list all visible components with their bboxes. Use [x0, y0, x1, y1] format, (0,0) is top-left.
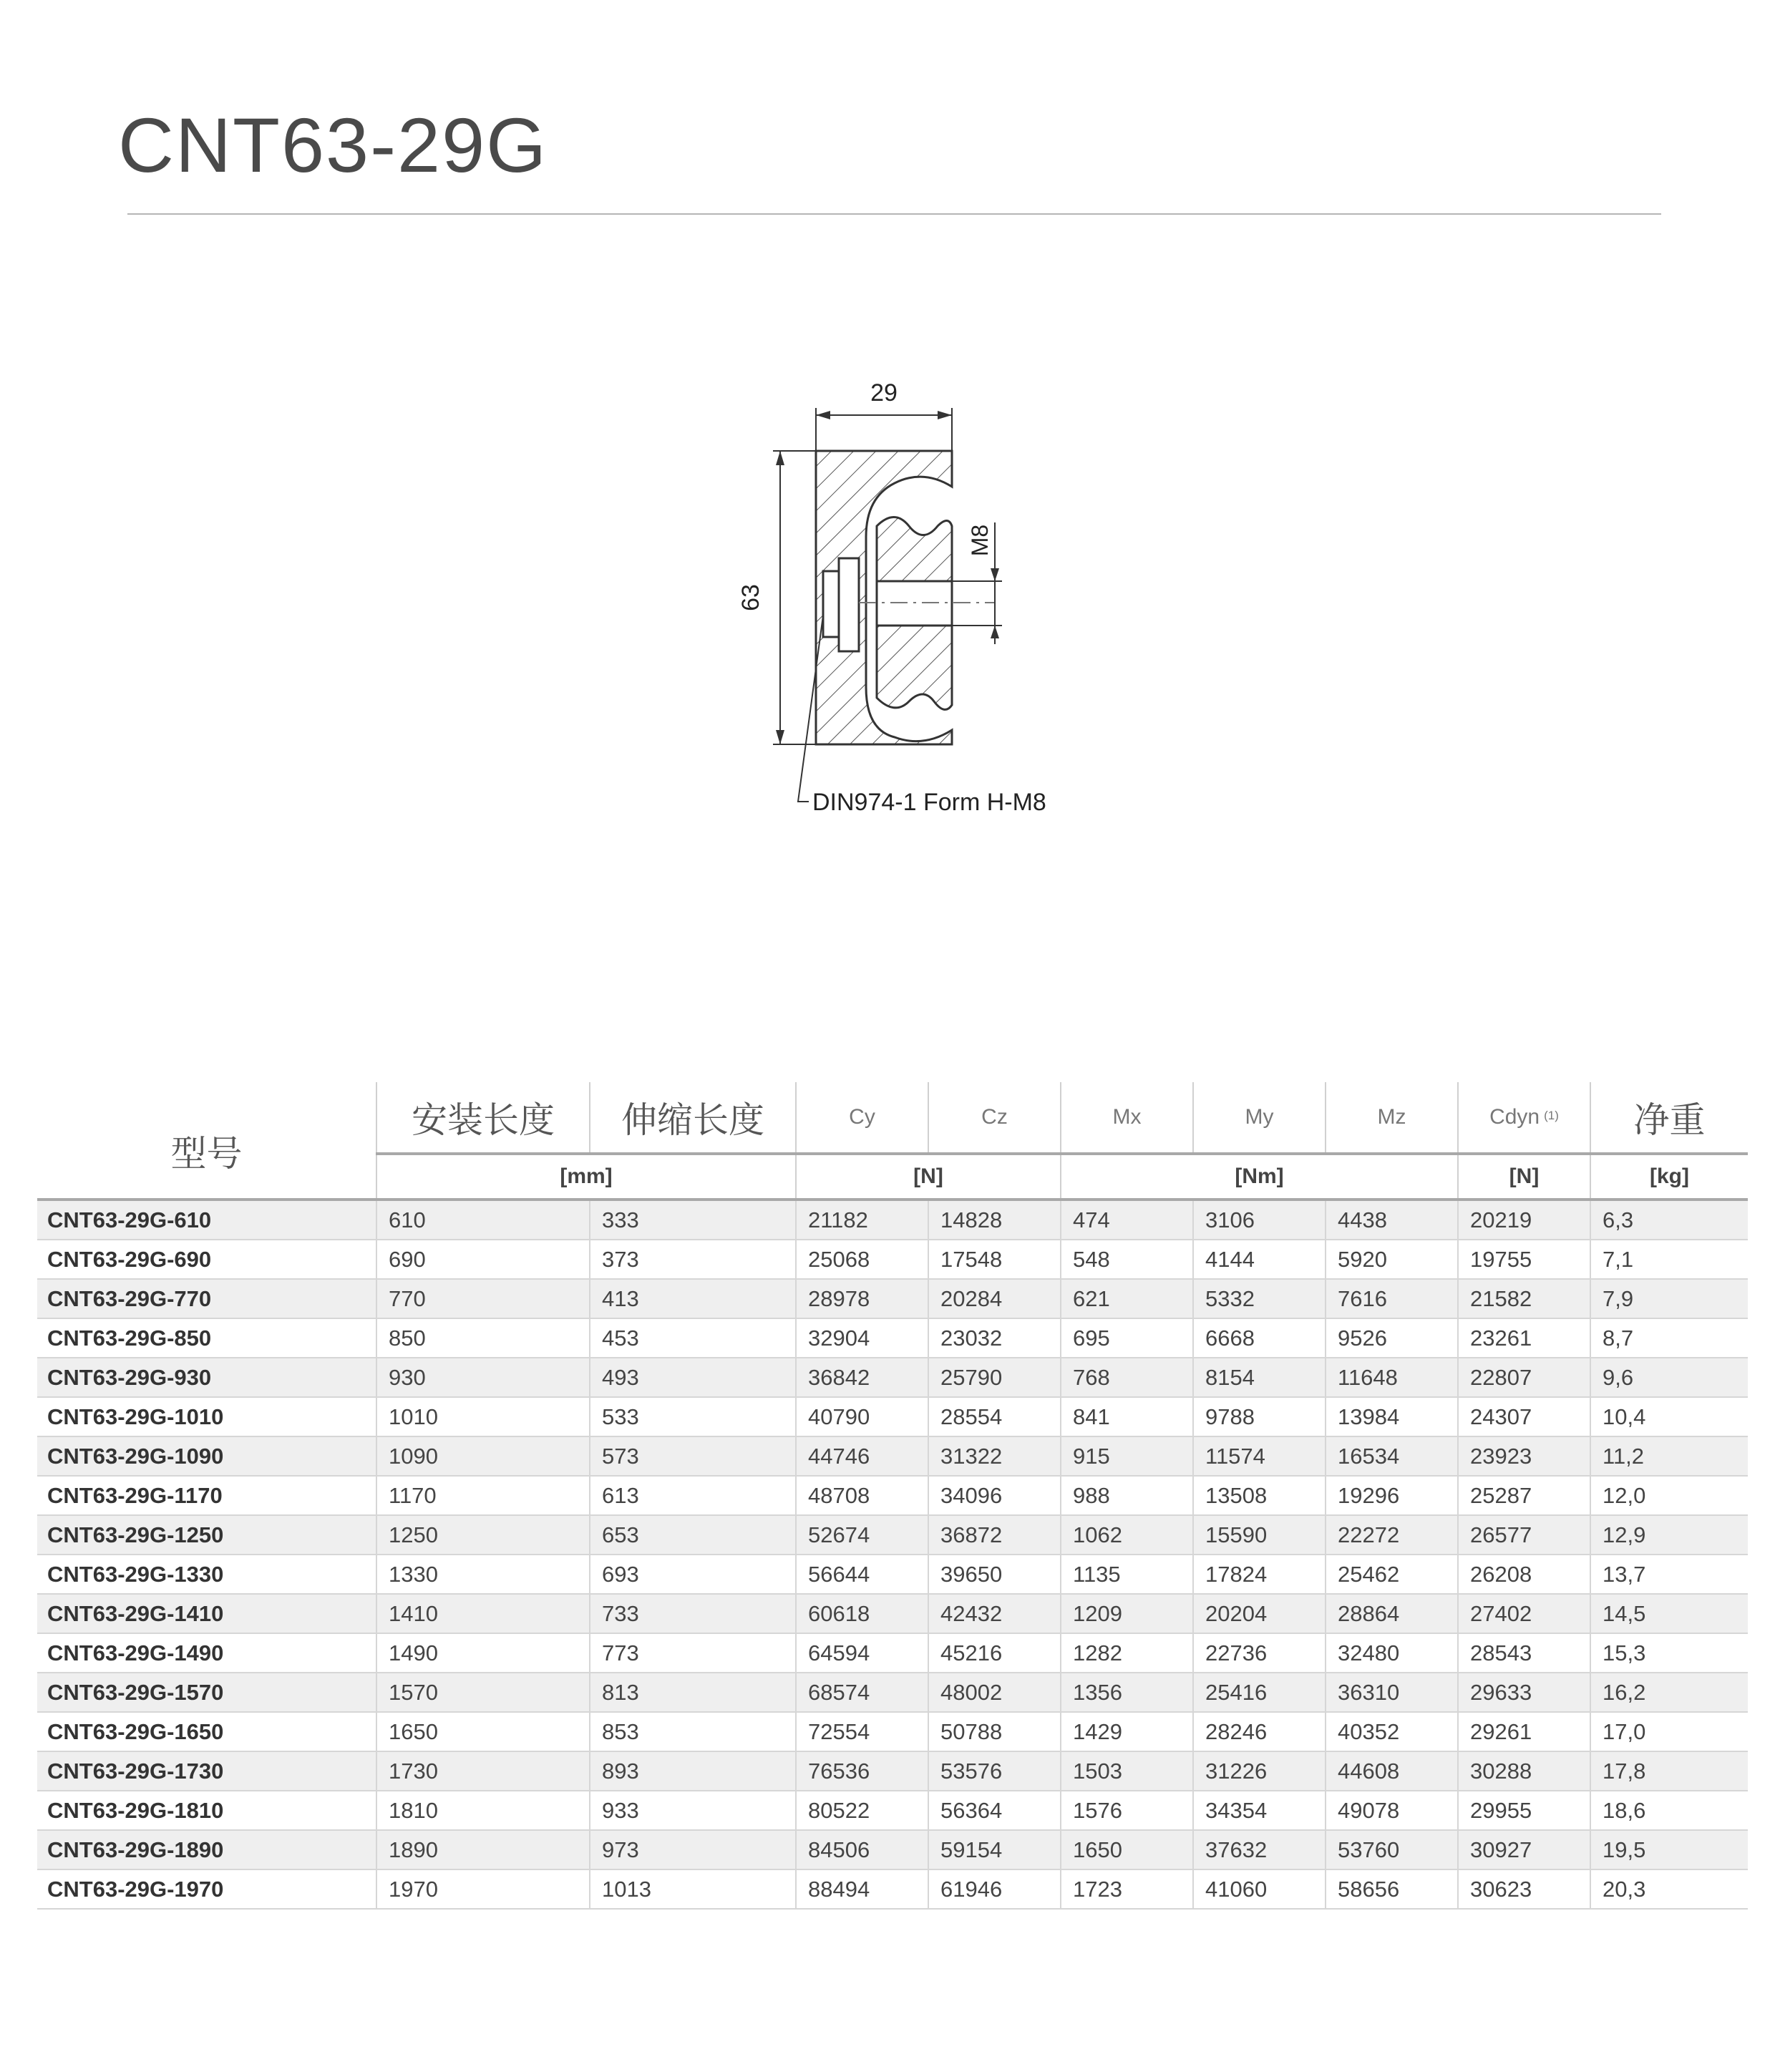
model-cell: CNT63-29G-930 — [37, 1358, 376, 1397]
value-cell: 1503 — [1061, 1751, 1193, 1791]
value-cell: 9788 — [1193, 1397, 1326, 1436]
value-cell: 813 — [590, 1673, 796, 1712]
value-cell: 53760 — [1326, 1830, 1458, 1869]
value-cell: 3106 — [1193, 1200, 1326, 1240]
value-cell: 49078 — [1326, 1791, 1458, 1830]
value-cell: 11,2 — [1590, 1436, 1748, 1476]
value-cell: 9526 — [1326, 1318, 1458, 1358]
value-cell: 1410 — [376, 1594, 590, 1633]
model-cell: CNT63-29G-1090 — [37, 1436, 376, 1476]
col-mx: Mx — [1061, 1082, 1193, 1154]
value-cell: 413 — [590, 1279, 796, 1318]
model-cell: CNT63-29G-770 — [37, 1279, 376, 1318]
value-cell: 32480 — [1326, 1633, 1458, 1673]
value-cell: 56364 — [928, 1791, 1061, 1830]
value-cell: 14828 — [928, 1200, 1061, 1240]
value-cell: 9,6 — [1590, 1358, 1748, 1397]
value-cell: 80522 — [796, 1791, 928, 1830]
thread-dimension — [952, 522, 1002, 644]
table-row — [37, 1555, 1748, 1594]
value-cell: 1576 — [1061, 1791, 1193, 1830]
value-cell: 60618 — [796, 1594, 928, 1633]
value-cell: 1013 — [590, 1869, 796, 1909]
value-cell: 1209 — [1061, 1594, 1193, 1633]
value-cell: 7616 — [1326, 1279, 1458, 1318]
value-cell: 40790 — [796, 1397, 928, 1436]
value-cell: 1010 — [376, 1397, 590, 1436]
value-cell: 621 — [1061, 1279, 1193, 1318]
value-cell: 13984 — [1326, 1397, 1458, 1436]
value-cell: 32904 — [796, 1318, 928, 1358]
table-row — [37, 1476, 1748, 1515]
value-cell: 36872 — [928, 1515, 1061, 1555]
value-cell: 4438 — [1326, 1200, 1458, 1240]
value-cell: 373 — [590, 1240, 796, 1279]
value-cell: 474 — [1061, 1200, 1193, 1240]
table-row — [37, 1751, 1748, 1791]
value-cell: 28554 — [928, 1397, 1061, 1436]
table-row — [37, 1594, 1748, 1633]
value-cell: 25068 — [796, 1240, 928, 1279]
table-row — [37, 1436, 1748, 1476]
value-cell: 16534 — [1326, 1436, 1458, 1476]
value-cell: 11648 — [1326, 1358, 1458, 1397]
value-cell: 930 — [376, 1358, 590, 1397]
value-cell: 18,6 — [1590, 1791, 1748, 1830]
value-cell: 1090 — [376, 1436, 590, 1476]
value-cell: 25416 — [1193, 1673, 1326, 1712]
value-cell: 28978 — [796, 1279, 928, 1318]
value-cell: 841 — [1061, 1397, 1193, 1436]
value-cell: 34354 — [1193, 1791, 1326, 1830]
value-cell: 22807 — [1458, 1358, 1590, 1397]
value-cell: 770 — [376, 1279, 590, 1318]
model-header: 型号 — [170, 1133, 243, 1174]
model-cell: CNT63-29G-1010 — [37, 1397, 376, 1436]
value-cell: 1170 — [376, 1476, 590, 1515]
table-row — [37, 1318, 1748, 1358]
value-cell: 20284 — [928, 1279, 1061, 1318]
title-divider — [127, 213, 1661, 215]
value-cell: 1282 — [1061, 1633, 1193, 1673]
value-cell: 40352 — [1326, 1712, 1458, 1751]
value-cell: 11574 — [1193, 1436, 1326, 1476]
value-cell: 1135 — [1061, 1555, 1193, 1594]
value-cell: 28543 — [1458, 1633, 1590, 1673]
value-cell: 1970 — [376, 1869, 590, 1909]
table-row — [37, 1633, 1748, 1673]
thread-label: M8 — [967, 524, 993, 557]
model-cell: CNT63-29G-1810 — [37, 1791, 376, 1830]
value-cell: 41060 — [1193, 1869, 1326, 1909]
value-cell: 25790 — [928, 1358, 1061, 1397]
value-cell: 853 — [590, 1712, 796, 1751]
value-cell: 31322 — [928, 1436, 1061, 1476]
value-cell: 14,5 — [1590, 1594, 1748, 1633]
value-cell: 1810 — [376, 1791, 590, 1830]
value-cell: 1650 — [1061, 1830, 1193, 1869]
value-cell: 25462 — [1326, 1555, 1458, 1594]
table-row — [37, 1830, 1748, 1869]
model-cell: CNT63-29G-1570 — [37, 1673, 376, 1712]
value-cell: 22272 — [1326, 1515, 1458, 1555]
value-cell: 29261 — [1458, 1712, 1590, 1751]
value-cell: 68574 — [796, 1673, 928, 1712]
value-cell: 23261 — [1458, 1318, 1590, 1358]
value-cell: 13,7 — [1590, 1555, 1748, 1594]
value-cell: 59154 — [928, 1830, 1061, 1869]
value-cell: 21582 — [1458, 1279, 1590, 1318]
table-row — [37, 1712, 1748, 1751]
unit-mm: [mm] — [376, 1154, 796, 1200]
value-cell: 12,9 — [1590, 1515, 1748, 1555]
value-cell: 1062 — [1061, 1515, 1193, 1555]
value-cell: 21182 — [796, 1200, 928, 1240]
value-cell: 13508 — [1193, 1476, 1326, 1515]
value-cell: 19,5 — [1590, 1830, 1748, 1869]
value-cell: 30927 — [1458, 1830, 1590, 1869]
value-cell: 44608 — [1326, 1751, 1458, 1791]
col-cz: Cz — [928, 1082, 1061, 1154]
callout-label: DIN974-1 Form H-M8 — [812, 789, 1046, 816]
value-cell: 28864 — [1326, 1594, 1458, 1633]
value-cell: 1890 — [376, 1830, 590, 1869]
value-cell: 690 — [376, 1240, 590, 1279]
value-cell: 493 — [590, 1358, 796, 1397]
col-install-length: 安装长度 — [376, 1082, 590, 1154]
value-cell: 6668 — [1193, 1318, 1326, 1358]
value-cell: 56644 — [796, 1555, 928, 1594]
table-row — [37, 1869, 1748, 1909]
value-cell: 26208 — [1458, 1555, 1590, 1594]
value-cell: 7,1 — [1590, 1240, 1748, 1279]
value-cell: 1723 — [1061, 1869, 1193, 1909]
value-cell: 333 — [590, 1200, 796, 1240]
model-cell: CNT63-29G-1970 — [37, 1869, 376, 1909]
value-cell: 36842 — [796, 1358, 928, 1397]
value-cell: 36310 — [1326, 1673, 1458, 1712]
value-cell: 773 — [590, 1633, 796, 1673]
value-cell: 20,3 — [1590, 1869, 1748, 1909]
height-label: 63 — [737, 584, 764, 611]
value-cell: 1490 — [376, 1633, 590, 1673]
spec-table-body — [37, 1200, 1748, 1909]
value-cell: 45216 — [928, 1633, 1061, 1673]
value-cell: 61946 — [928, 1869, 1061, 1909]
value-cell: 39650 — [928, 1555, 1061, 1594]
cdyn-footnote-mark: (1) — [1544, 1108, 1559, 1122]
value-cell: 25287 — [1458, 1476, 1590, 1515]
value-cell: 28246 — [1193, 1712, 1326, 1751]
value-cell: 693 — [590, 1555, 796, 1594]
value-cell: 48708 — [796, 1476, 928, 1515]
value-cell: 893 — [590, 1751, 796, 1791]
value-cell: 26577 — [1458, 1515, 1590, 1555]
value-cell: 653 — [590, 1515, 796, 1555]
table-row — [37, 1200, 1748, 1240]
value-cell: 17548 — [928, 1240, 1061, 1279]
unit-nm: [Nm] — [1061, 1154, 1458, 1200]
value-cell: 1429 — [1061, 1712, 1193, 1751]
value-cell: 8154 — [1193, 1358, 1326, 1397]
value-cell: 1330 — [376, 1555, 590, 1594]
value-cell: 29633 — [1458, 1673, 1590, 1712]
value-cell: 973 — [590, 1830, 796, 1869]
value-cell: 695 — [1061, 1318, 1193, 1358]
value-cell: 1730 — [376, 1751, 590, 1791]
value-cell: 613 — [590, 1476, 796, 1515]
value-cell: 850 — [376, 1318, 590, 1358]
value-cell: 44746 — [796, 1436, 928, 1476]
height-dimension — [737, 451, 816, 744]
model-cell: CNT63-29G-850 — [37, 1318, 376, 1358]
value-cell: 768 — [1061, 1358, 1193, 1397]
value-cell: 53576 — [928, 1751, 1061, 1791]
value-cell: 20204 — [1193, 1594, 1326, 1633]
table-row — [37, 1515, 1748, 1555]
value-cell: 30288 — [1458, 1751, 1590, 1791]
value-cell: 23032 — [928, 1318, 1061, 1358]
model-cell: CNT63-29G-610 — [37, 1200, 376, 1240]
value-cell: 42432 — [928, 1594, 1061, 1633]
col-net-weight: 净重 — [1590, 1082, 1748, 1154]
unit-n-cdyn: [N] — [1458, 1154, 1590, 1200]
value-cell: 915 — [1061, 1436, 1193, 1476]
col-my: My — [1193, 1082, 1326, 1154]
width-dimension — [816, 379, 952, 451]
value-cell: 31226 — [1193, 1751, 1326, 1791]
spec-table — [37, 1082, 1748, 1910]
value-cell: 23923 — [1458, 1436, 1590, 1476]
value-cell: 17,0 — [1590, 1712, 1748, 1751]
value-cell: 29955 — [1458, 1791, 1590, 1830]
value-cell: 15590 — [1193, 1515, 1326, 1555]
value-cell: 7,9 — [1590, 1279, 1748, 1318]
profile-cross-section-drawing — [716, 344, 1145, 845]
value-cell: 15,3 — [1590, 1633, 1748, 1673]
table-row — [37, 1279, 1748, 1318]
col-cy: Cy — [796, 1082, 928, 1154]
value-cell: 88494 — [796, 1869, 928, 1909]
model-cell: CNT63-29G-1650 — [37, 1712, 376, 1751]
unit-kg: [kg] — [1590, 1154, 1748, 1200]
value-cell: 4144 — [1193, 1240, 1326, 1279]
value-cell: 17,8 — [1590, 1751, 1748, 1791]
col-mz: Mz — [1326, 1082, 1458, 1154]
value-cell: 84506 — [796, 1830, 928, 1869]
model-cell: CNT63-29G-1490 — [37, 1633, 376, 1673]
model-cell: CNT63-29G-1890 — [37, 1830, 376, 1869]
value-cell: 610 — [376, 1200, 590, 1240]
value-cell: 30623 — [1458, 1869, 1590, 1909]
col-cdyn: Cdyn (1) — [1458, 1082, 1590, 1154]
table-row — [37, 1397, 1748, 1436]
model-cell: CNT63-29G-1410 — [37, 1594, 376, 1633]
value-cell: 52674 — [796, 1515, 928, 1555]
value-cell: 50788 — [928, 1712, 1061, 1751]
value-cell: 19755 — [1458, 1240, 1590, 1279]
value-cell: 1650 — [376, 1712, 590, 1751]
value-cell: 27402 — [1458, 1594, 1590, 1633]
table-row — [37, 1358, 1748, 1397]
value-cell: 58656 — [1326, 1869, 1458, 1909]
value-cell: 34096 — [928, 1476, 1061, 1515]
value-cell: 22736 — [1193, 1633, 1326, 1673]
table-row — [37, 1791, 1748, 1830]
value-cell: 20219 — [1458, 1200, 1590, 1240]
value-cell: 573 — [590, 1436, 796, 1476]
page-title: CNT63-29G — [118, 102, 548, 188]
width-label: 29 — [870, 379, 898, 407]
model-cell: CNT63-29G-1730 — [37, 1751, 376, 1791]
value-cell: 1356 — [1061, 1673, 1193, 1712]
value-cell: 76536 — [796, 1751, 928, 1791]
value-cell: 548 — [1061, 1240, 1193, 1279]
value-cell: 24307 — [1458, 1397, 1590, 1436]
value-cell: 5332 — [1193, 1279, 1326, 1318]
value-cell: 19296 — [1326, 1476, 1458, 1515]
value-cell: 72554 — [796, 1712, 928, 1751]
value-cell: 6,3 — [1590, 1200, 1748, 1240]
value-cell: 988 — [1061, 1476, 1193, 1515]
model-header-cell — [37, 1082, 376, 1200]
value-cell: 1250 — [376, 1515, 590, 1555]
unit-n: [N] — [796, 1154, 1061, 1200]
value-cell: 453 — [590, 1318, 796, 1358]
table-row — [37, 1240, 1748, 1279]
model-cell: CNT63-29G-1250 — [37, 1515, 376, 1555]
value-cell: 5920 — [1326, 1240, 1458, 1279]
table-row — [37, 1673, 1748, 1712]
profile-body — [816, 451, 995, 744]
value-cell: 533 — [590, 1397, 796, 1436]
value-cell: 37632 — [1193, 1830, 1326, 1869]
col-stroke-length: 伸缩长度 — [590, 1082, 796, 1154]
model-cell: CNT63-29G-690 — [37, 1240, 376, 1279]
value-cell: 10,4 — [1590, 1397, 1748, 1436]
model-cell: CNT63-29G-1330 — [37, 1555, 376, 1594]
value-cell: 16,2 — [1590, 1673, 1748, 1712]
value-cell: 64594 — [796, 1633, 928, 1673]
value-cell: 17824 — [1193, 1555, 1326, 1594]
value-cell: 12,0 — [1590, 1476, 1748, 1515]
value-cell: 933 — [590, 1791, 796, 1830]
value-cell: 48002 — [928, 1673, 1061, 1712]
value-cell: 8,7 — [1590, 1318, 1748, 1358]
value-cell: 1570 — [376, 1673, 590, 1712]
value-cell: 733 — [590, 1594, 796, 1633]
model-cell: CNT63-29G-1170 — [37, 1476, 376, 1515]
